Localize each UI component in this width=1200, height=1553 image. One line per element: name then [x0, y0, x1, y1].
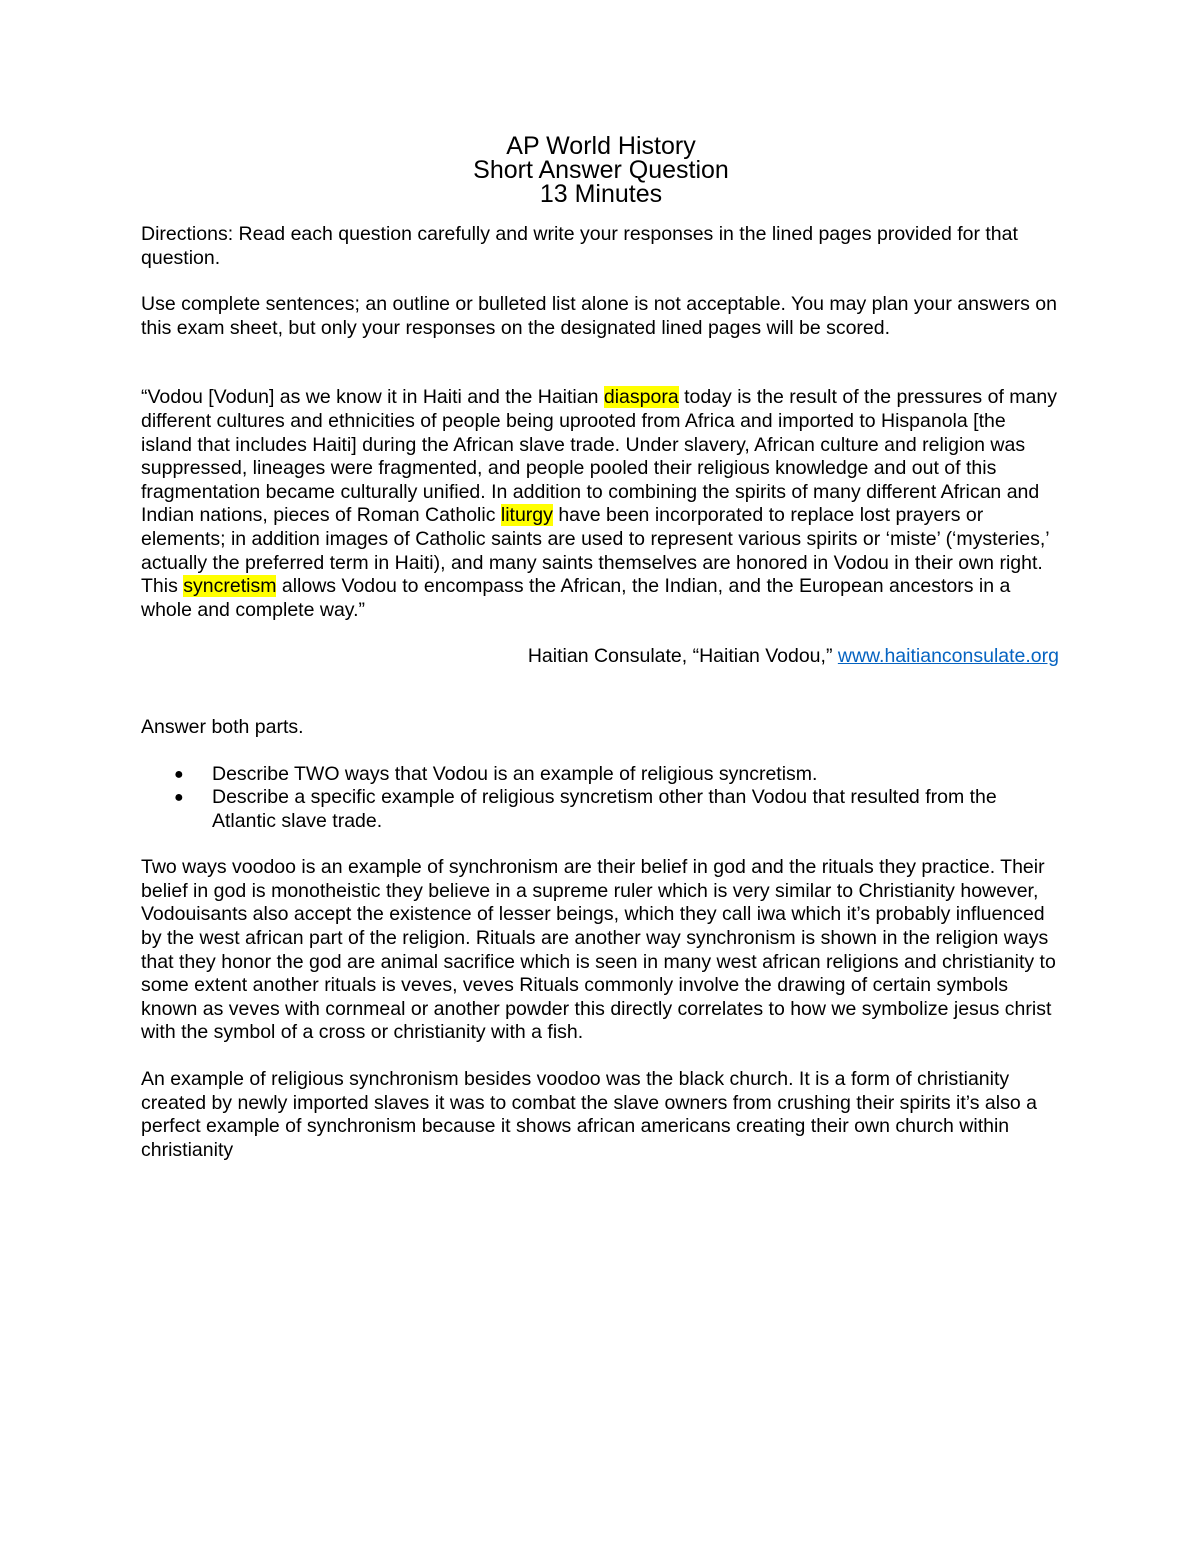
student-answer-part-a: Two ways voodoo is an example of synchronism are their belief in god and the rituals they practice. Their belief in god is monotheistic they believe in a supreme ruler which is very similar to Christianity however, Vodouisants also accept the existence of lesser beings, which they call iwa which it’s probably influenced by the west african part of the religion. Rituals are another way synchronism is shown in the religion ways that they honor the god are animal sacrifice which is seen in many west african religions and christianity to some extent another rituals is veves, veves Rituals commonly involve the drawing of certain symbols known as veves with cornmeal or another powder this directly correlates to how we symbolize jesus christ with the symbol of a cross or christianity with a fish. [141, 856, 1056, 1044]
student-answer-part-b: An example of religious synchronism besides voodoo was the black church. It is a form of christianity created by newly imported slaves it was to combat the slave owners from crushing their spirits it’s also a perfect example of synchronism because it shows african americans creating their own church within christianity [141, 1068, 1037, 1161]
question-type: Short Answer Question [473, 156, 729, 184]
source-quote [141, 386, 1061, 622]
document-page [141, 134, 1061, 1162]
complete-sentences-paragraph: Use complete sentences; an outline or bulleted list alone is not acceptable. You may plan your answers on this exam sheet, but only your responses on the designated lined pages will be scored. [141, 293, 1057, 339]
citation-text: Haitian Consulate, “Haitian Vodou,” [527, 645, 838, 668]
consulate-link[interactable]: www.haitianconsulate.org [837, 645, 1059, 668]
course-title: AP World History [506, 132, 696, 160]
quote-text: “Vodou [Vodun] as we know it in Haiti and the Haitian [141, 386, 604, 409]
bullet-icon: ● [174, 765, 184, 783]
highlight-syncretism: syncretism [183, 575, 277, 598]
answer-both-instruction: Answer both parts. [141, 715, 304, 738]
highlight-liturgy: liturgy [500, 504, 553, 527]
directions-paragraph: Directions: Read each question carefully and write your responses in the lined pages provided for that question. [141, 223, 1018, 269]
quote-text: have been incorporated to replace lost prayers or elements; in addition images of Catholic saints are used to represent various spirits or ‘miste’ (‘mysteries,’ actually the preferred term in Haiti), and many saints themselves are honored in Vodou in their own right. This [141, 504, 1049, 598]
quote-text: allows Vodou to encompass the African, the Indian, and the European ancestors in a whole and complete way.” [141, 575, 1011, 621]
quote-citation [141, 645, 1061, 669]
quote-text: today is the result of the pressures of many different cultures and ethnicities of people being uprooted from Africa and imported to Hispanola [the island that includes Haiti] during the African slave trade. Under slavery, African culture and religion was suppressed, lineages were fragmented, and people pooled their religious knowledge and out of this fragmentation became culturally unified. In addition to combining the spirits of many different African and Indian nations, pieces of Roman Catholic [141, 386, 1057, 527]
list-item [141, 786, 1061, 833]
time-limit: 13 Minutes [539, 180, 663, 208]
list-item [141, 763, 1061, 787]
highlight-diaspora: diaspora [603, 386, 679, 409]
prompt-text: Describe a specific example of religious syncretism other than Vodou that resulted from the Atlantic slave trade. [212, 786, 997, 832]
prompt-text: Describe TWO ways that Vodou is an example of religious syncretism. [212, 762, 818, 785]
prompt-list [141, 763, 1061, 834]
bullet-icon: ● [174, 789, 184, 807]
document-title [141, 134, 1061, 206]
